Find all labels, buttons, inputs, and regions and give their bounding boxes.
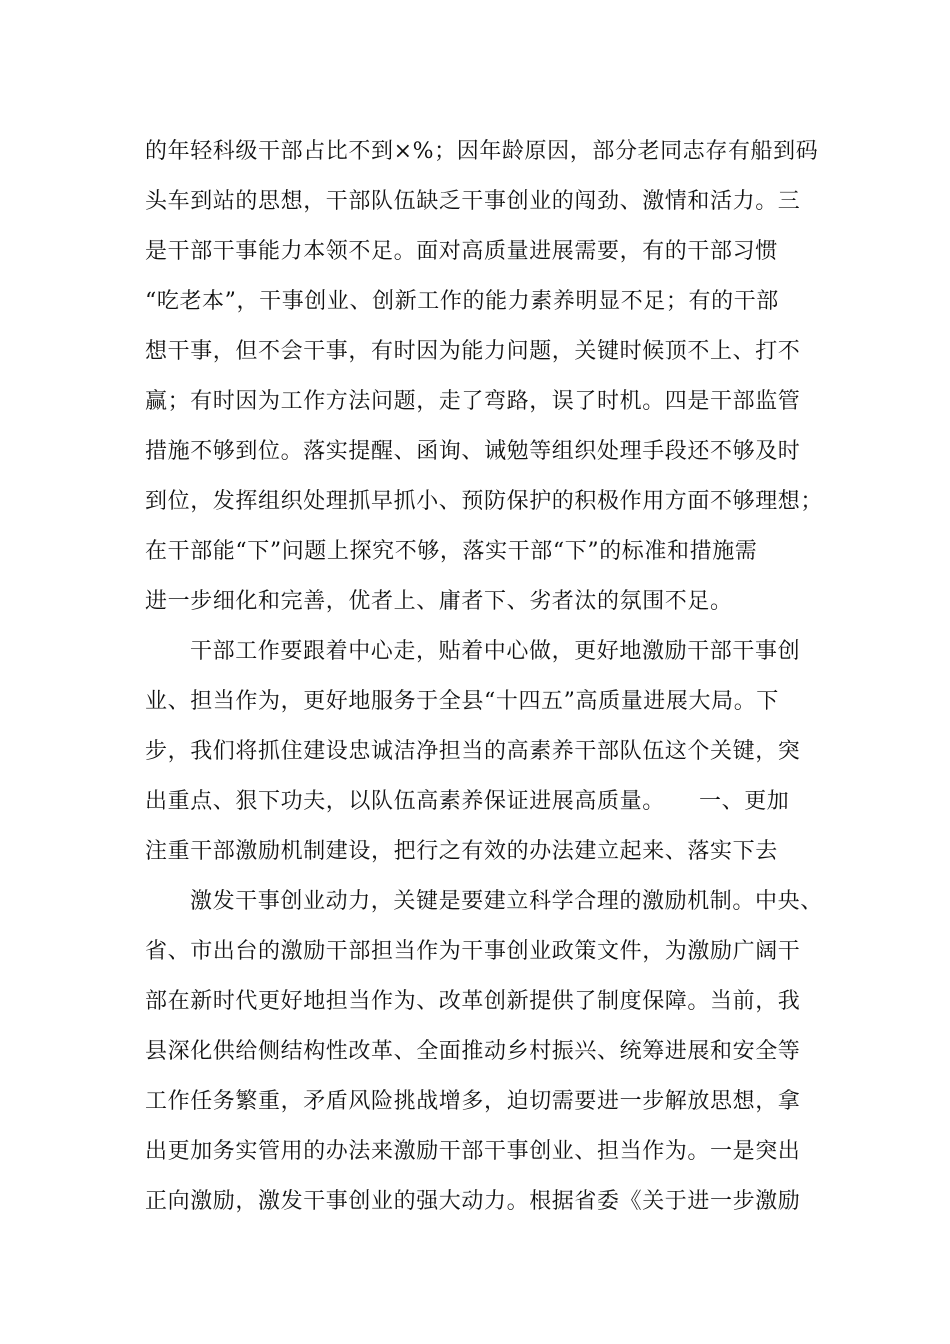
text-line: 省、市出台的激励干部担当作为干事创业政策文件，为激励广阔干	[145, 939, 801, 964]
paragraph-start-line: 激发干事创业动力，关键是要建立科学合理的激励机制。中央、	[190, 889, 823, 914]
text-line: 是干部干事能力本领不足。面对高质量进展需要，有的干部习惯	[145, 239, 778, 264]
text-line: 赢；有时因为工作方法问题，走了弯路，误了时机。四是干部监管	[145, 389, 801, 414]
text-line: 部在新时代更好地担当作为、改革创新提供了制度保障。当前，我	[145, 989, 801, 1014]
text-line: 县深化供给侧结构性改革、全面推动乡村振兴、统筹进展和安全等	[145, 1039, 801, 1064]
text-line: 头车到站的思想，干部队伍缺乏干事创业的闯劲、激情和活力。三	[145, 189, 801, 214]
text-line: 工作任务繁重，矛盾风险挑战增多，迫切需要进一步解放思想，拿	[145, 1089, 801, 1114]
text-line: 想干事，但不会干事，有时因为能力问题，关键时候顶不上、打不	[145, 339, 801, 364]
paragraph-start-line: 干部工作要跟着中心走，贴着中心做，更好地激励干部干事创	[190, 639, 801, 664]
text-line: 进一步细化和完善，优者上、庸者下、劣者汰的氛围不足。	[145, 589, 733, 614]
text-line: 的年轻科级干部占比不到×%；因年龄原因，部分老同志存有船到码	[145, 139, 819, 164]
text-line: 出更加务实管用的办法来激励干部干事创业、担当作为。一是突出	[145, 1139, 801, 1164]
text-line: 注重干部激励机制建设，把行之有效的办法建立起来、落实下去	[145, 839, 778, 864]
text-line: “吃老本”，干事创业、创新工作的能力素养明显不足；有的干部	[145, 289, 779, 314]
text-line: 业、担当作为，更好地服务于全县“十四五”高质量进展大局。下	[145, 689, 779, 714]
text-line: 步，我们将抓住建设忠诚洁净担当的高素养干部队伍这个关键，突	[145, 739, 801, 764]
text-line: 措施不够到位。落实提醒、函询、诫勉等组织处理手段还不够及时	[145, 439, 801, 464]
text-line: 到位，发挥组织处理抓早抓小、预防保护的积极作用方面不够理想；	[145, 489, 824, 514]
text-line: 在干部能“下”问题上探究不够，落实干部“下”的标准和措施需	[145, 539, 758, 564]
text-line: 出重点、狠下功夫，以队伍高素养保证进展高质量。 一、更加	[145, 789, 790, 814]
text-line: 正向激励，激发干事创业的强大动力。根据省委《关于进一步激励	[145, 1189, 801, 1214]
